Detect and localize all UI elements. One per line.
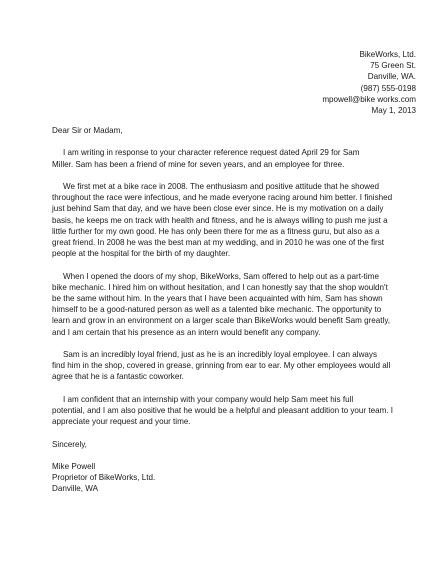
paragraph-line: himself to be a good-natured person as well as a talented bike mechanic. The opportunity to xyxy=(52,305,382,315)
paragraph-line: just behind Sam that day, and we have been close ever since. He is my motivation on a daily xyxy=(52,204,384,214)
paragraph-line: Miller. Sam has been a friend of mine for seven years, and an employee for three. xyxy=(52,159,345,169)
signature-title: Proprietor of BikeWorks, Ltd. xyxy=(52,473,156,483)
paragraph-3 xyxy=(52,271,397,338)
paragraph-line: be the same without him. In the years that I have been acquainted with him, Sam has shown xyxy=(52,294,383,303)
sender-email: mpowell@bike works.com xyxy=(322,94,416,104)
paragraph-line: great friend. In 2008 he was the best man at my wedding, and in 2010 he was one of the first xyxy=(52,238,385,247)
paragraph-line: little further for my own good. He has only been there for me as a fitness guru, but also as a xyxy=(52,226,380,236)
paragraph-line: bike mechanic. I hired him on without hesitation, and I can honestly say that the shop wouldn't xyxy=(52,282,388,292)
paragraph-line: potential, and I am also positive that he would be a helpful and pleasant addition to your team. I xyxy=(52,406,394,415)
paragraph-5 xyxy=(52,394,397,428)
letter-body xyxy=(52,125,397,495)
salutation: Dear Sir or Madam, xyxy=(52,126,123,135)
paragraph-line: learn and grow in an environment on a larger scale than BikeWorks would benefit Sam greatly, xyxy=(52,316,391,326)
paragraph-line: appreciate your request and your time. xyxy=(52,417,191,427)
signature-block xyxy=(52,461,397,495)
paragraph-1 xyxy=(52,147,397,169)
sender-address-block xyxy=(322,49,416,116)
sender-city: Danville, WA. xyxy=(367,72,416,82)
sender-phone: (987) 555-0198 xyxy=(360,83,416,93)
paragraph-line: When I opened the doors of my shop, BikeWorks, Sam offered to help out as a part-time xyxy=(63,271,379,281)
paragraph-line: basis, he keeps me on track with health and fitness, and he is always willing to push me just a xyxy=(52,215,388,225)
paragraph-line: throughout the race were infectious, and he made everyone racing around him better. I finished xyxy=(52,193,393,203)
paragraph-line: We first met at a bike race in 2008. The enthusiasm and positive attitude that he showed xyxy=(63,181,379,191)
closing: Sincerely, xyxy=(52,439,87,449)
paragraph-line: and I am certain that his presence as an intern would benefit any company. xyxy=(52,327,321,337)
paragraph-line: find him in the shop, covered in grease, grinning from ear to ear. My other employees would all xyxy=(52,361,391,371)
paragraph-4 xyxy=(52,349,397,383)
paragraph-line: agree that he is a fantastic coworker. xyxy=(52,372,184,382)
paragraph-2 xyxy=(52,181,397,259)
sender-company: BikeWorks, Ltd. xyxy=(359,50,416,59)
paragraph-line: I am writing in response to your character reference request dated April 29 for Sam xyxy=(63,148,360,158)
signature-name: Mike Powell xyxy=(52,461,96,471)
paragraph-line: Sam is an incredibly loyal friend, just as he is an incredibly loyal employee. I can always xyxy=(63,350,378,359)
paragraph-line: I am confident that an internship with your company would help Sam meet his full xyxy=(63,394,354,404)
paragraph-line: people at the hospital for the birth of my daughter. xyxy=(52,249,231,259)
sender-street: 75 Green St. xyxy=(370,61,416,71)
letter-date: May 1, 2013 xyxy=(371,106,416,116)
signature-location: Danville, WA xyxy=(52,484,99,494)
